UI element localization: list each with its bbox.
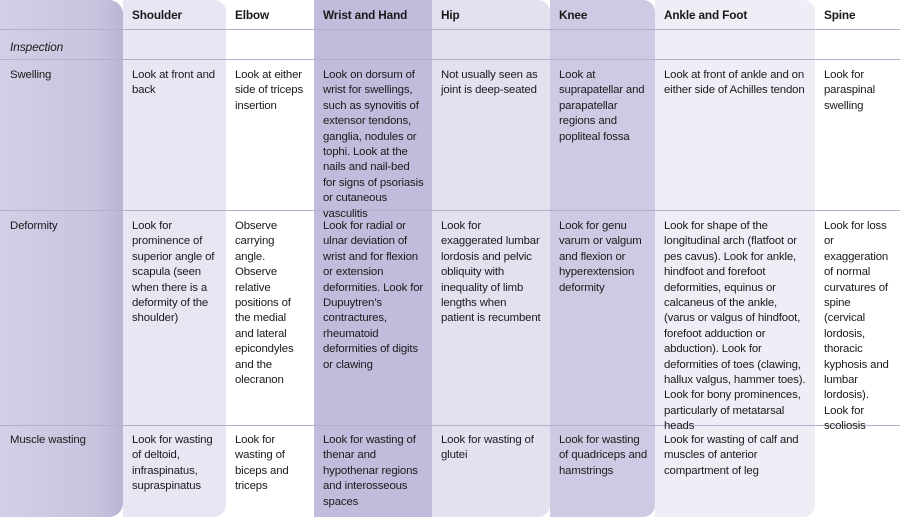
table-cell: Look at front and back: [132, 69, 215, 97]
table-cell: Look for prominence of superior angle of scapula (seen when there is a deformity of the shoulder): [132, 220, 215, 325]
row-label-muscle-wasting: Muscle wasting: [10, 434, 86, 446]
header-elbow: Elbow: [235, 8, 269, 22]
table-cell: Not usually seen as joint is deep-seated: [441, 69, 538, 97]
row-divider: [0, 210, 900, 211]
row-divider: [0, 59, 900, 60]
table-cell: Observe carrying angle. Observe relative positions of the medial and lateral epicondyles and the olecranon: [235, 220, 294, 387]
table-cell: Look for shape of the longitudinal arch (flatfoot or pes cavus). Look for ankle, hindfoot and forefoot deformities, equinus or calcaneus of the ankle, (varus or valgus of hindfoot, forefoot adduction or abduction). Look for deformities of toes (clawing, hallux valgus, hammer toes). Look for bony prominences, particularly of metatarsal heads: [664, 220, 806, 433]
table-cell: Look for exaggerated lumbar lordosis and pelvic obliquity with inequality of limb lengths when patient is recumbent: [441, 220, 541, 325]
row-label-swelling: Swelling: [10, 69, 52, 81]
table-cell: Look at either side of triceps insertion: [235, 69, 304, 112]
table-cell: Look at suprapatellar and parapatellar regions and popliteal fossa: [559, 69, 645, 143]
row-divider: [0, 29, 900, 30]
table-cell: Look on dorsum of wrist for swellings, such as synovitis of extensor tendons, ganglia, nodules or tophi. Look at the nails and nail-bed for signs of psoriasis or cutaneous vasculitis: [323, 69, 424, 220]
table-cell: Look at front of ankle and on either side of Achilles tendon: [664, 69, 805, 97]
table-cell: Look for wasting of biceps and triceps: [235, 434, 289, 493]
table-cell: Look for wasting of thenar and hypothenar regions and interosseous spaces: [323, 434, 418, 508]
table-cell: Look for genu varum or valgum and flexion or hyperextension deformity: [559, 220, 642, 294]
section-title-inspection: Inspection: [10, 40, 64, 54]
table-cell: Look for wasting of deltoid, infraspinatus, supraspinatus: [132, 434, 213, 493]
table-cell: Look for loss or exaggeration of normal curvatures of spine (cervical lordosis, thoracic kyphosis and lumbar lordosis). Look for scoliosis: [824, 220, 889, 433]
header-knee: Knee: [559, 8, 588, 22]
table-cell: Look for paraspinal swelling: [824, 69, 876, 112]
table-cell: Look for wasting of quadriceps and hamstrings: [559, 434, 648, 477]
header-spine: Spine: [824, 8, 856, 22]
header-ankle-and-foot: Ankle and Foot: [664, 8, 748, 22]
row-label-deformity: Deformity: [10, 220, 58, 232]
table-cell: Look for radial or ulnar deviation of wrist and for flexion or extension deformities. Look for Dupuytren’s contractures, rheumatoid deformities of digits or clawing: [323, 220, 424, 371]
table-cell: Look for wasting of calf and muscles of anterior compartment of leg: [664, 434, 799, 477]
table-cell: Look for wasting of glutei: [441, 434, 534, 462]
header-shoulder: Shoulder: [132, 8, 182, 22]
header-hip: Hip: [441, 8, 460, 22]
header-wrist-and-hand: Wrist and Hand: [323, 8, 408, 22]
